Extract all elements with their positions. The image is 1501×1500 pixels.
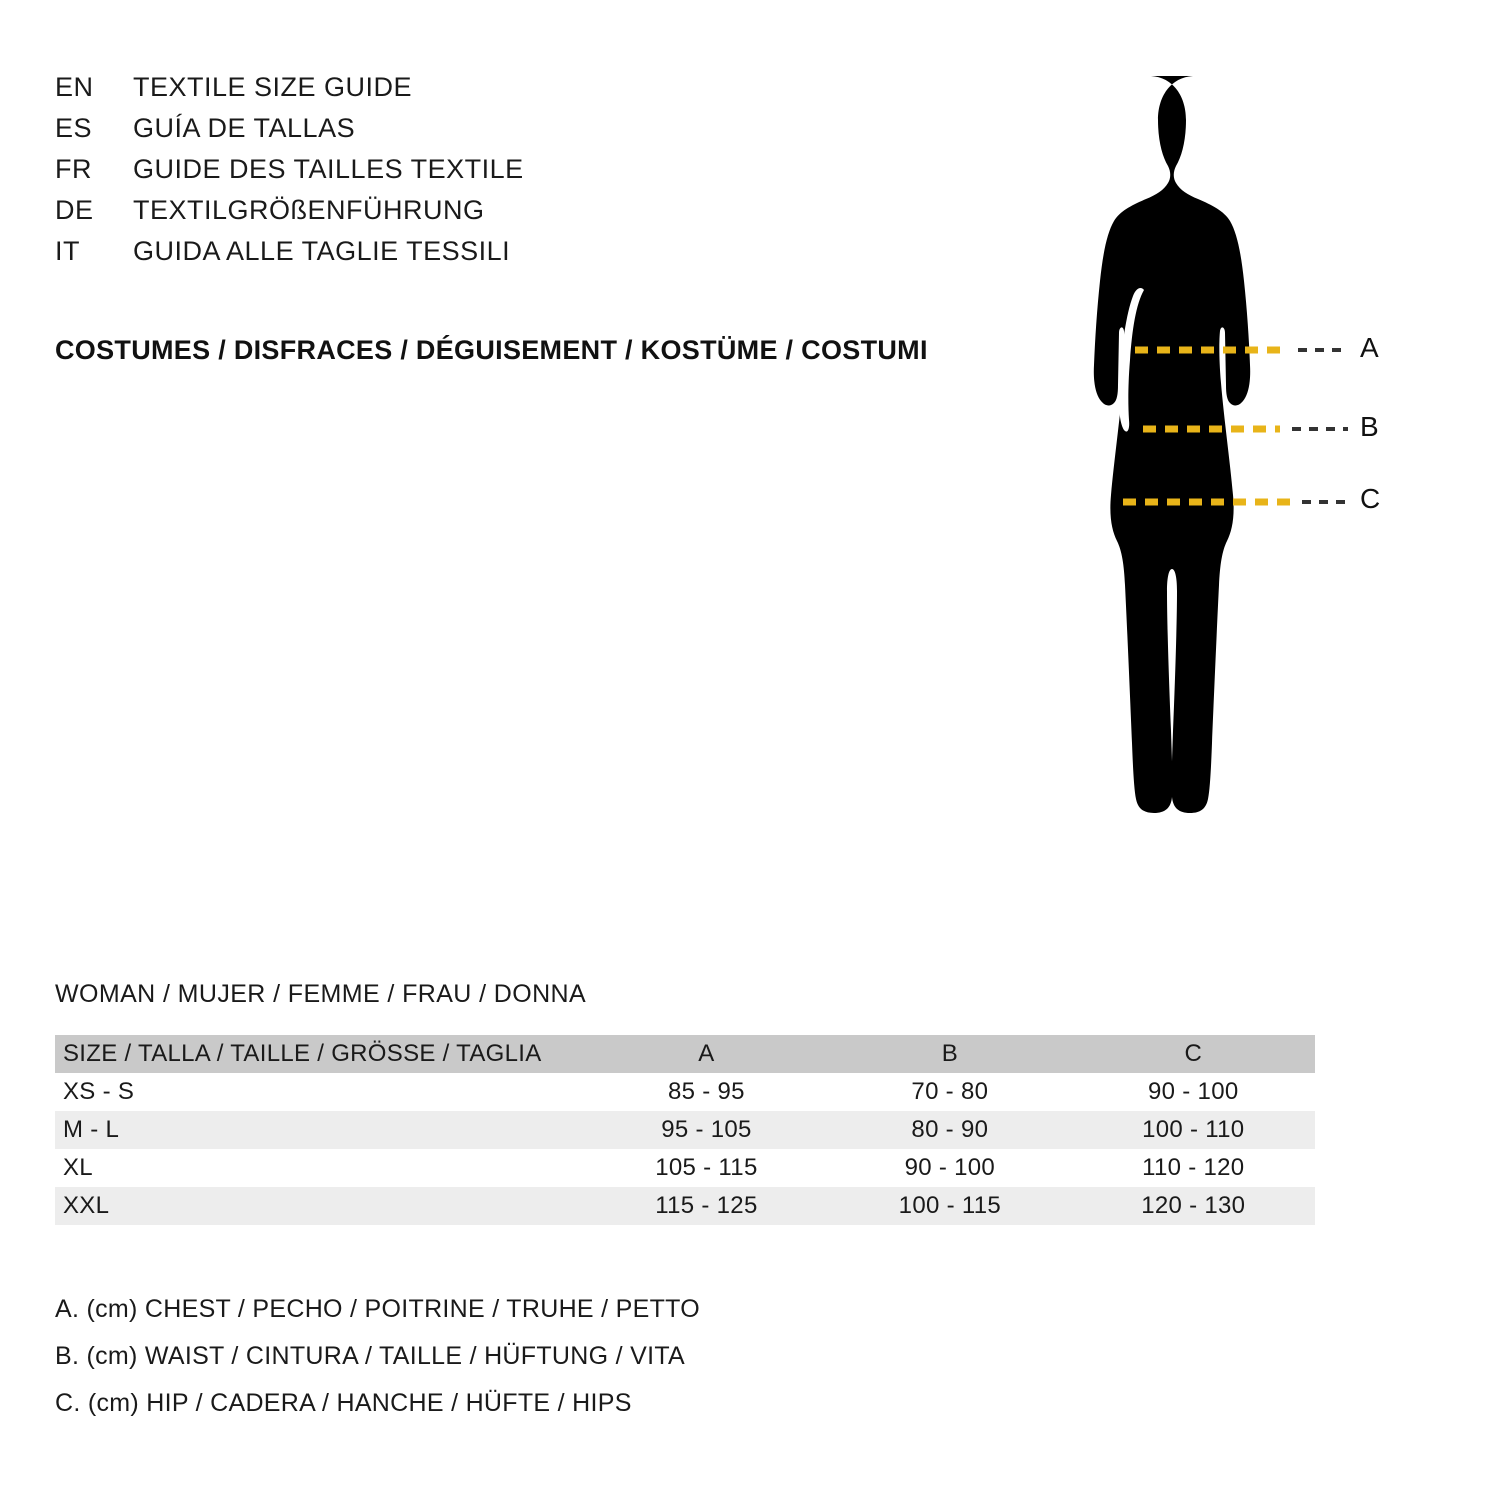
language-title: GUIDE DES TAILLES TEXTILE: [133, 154, 524, 184]
language-title: GUÍA DE TALLAS: [133, 113, 356, 143]
language-row: [55, 154, 1035, 195]
measure-label-a: A: [1360, 332, 1379, 363]
table-header-c: C: [1184, 1040, 1203, 1067]
table-row: [55, 1187, 1315, 1225]
table-header-a: A: [698, 1040, 715, 1067]
table-row: [55, 1111, 1315, 1149]
language-code: EN: [55, 72, 94, 102]
table-row: [55, 1073, 1315, 1111]
cell-waist: 90 - 100: [904, 1154, 996, 1181]
cell-chest: 115 - 125: [655, 1192, 758, 1219]
cell-size: XXL: [63, 1192, 110, 1219]
language-row: [55, 236, 1035, 277]
cell-waist: 70 - 80: [911, 1078, 989, 1105]
female-silhouette-icon: [1030, 60, 1460, 940]
category-line: COSTUMES / DISFRACES / DÉGUISEMENT / KOSTÜME / COSTUMI: [55, 335, 928, 365]
measure-label-b: B: [1360, 411, 1379, 442]
cell-waist: 100 - 115: [898, 1192, 1002, 1219]
cell-hip: 110 - 120: [1142, 1154, 1245, 1181]
language-code: IT: [55, 236, 80, 266]
language-row: [55, 72, 1035, 113]
table-header-size: SIZE / TALLA / TAILLE / GRÖSSE / TAGLIA: [63, 1040, 542, 1067]
footnote-a: A. (cm) CHEST / PECHO / POITRINE / TRUHE / PETTO: [55, 1295, 701, 1323]
measure-label-c: C: [1360, 483, 1381, 514]
language-row: [55, 113, 1035, 154]
cell-size: M - L: [63, 1116, 120, 1143]
language-row: [55, 195, 1035, 236]
table-body: [55, 1073, 1315, 1225]
language-code: ES: [55, 113, 93, 143]
cell-chest: 85 - 95: [668, 1078, 745, 1105]
language-title: GUIDA ALLE TAGLIE TESSILI: [133, 236, 511, 266]
table-header-row: [55, 1035, 1315, 1073]
language-title: TEXTILGRÖßENFÜHRUNG: [133, 195, 485, 225]
footnotes: [55, 1295, 1155, 1436]
cell-hip: 100 - 110: [1142, 1116, 1245, 1143]
footnote-b: B. (cm) WAIST / CINTURA / TAILLE / HÜFTUNG / VITA: [55, 1342, 686, 1370]
cell-chest: 95 - 105: [661, 1116, 752, 1143]
language-title: TEXTILE SIZE GUIDE: [133, 72, 413, 102]
language-code: DE: [55, 195, 94, 225]
table-row: [55, 1149, 1315, 1187]
footnote-c: C. (cm) HIP / CADERA / HANCHE / HÜFTE / HIPS: [55, 1389, 632, 1417]
table-header: [55, 1035, 1315, 1073]
table-title: WOMAN / MUJER / FEMME / FRAU / DONNA: [55, 980, 587, 1008]
cell-size: XS - S: [63, 1078, 135, 1105]
size-table: [55, 1035, 1315, 1225]
measurement-figure: [1030, 60, 1460, 940]
table-header-b: B: [941, 1040, 958, 1067]
cell-hip: 90 - 100: [1148, 1078, 1239, 1105]
cell-waist: 80 - 90: [911, 1116, 989, 1143]
cell-chest: 105 - 115: [655, 1154, 758, 1181]
language-header-block: [55, 72, 1035, 277]
language-code: FR: [55, 154, 92, 184]
cell-size: XL: [63, 1154, 93, 1181]
cell-hip: 120 - 130: [1141, 1192, 1246, 1219]
